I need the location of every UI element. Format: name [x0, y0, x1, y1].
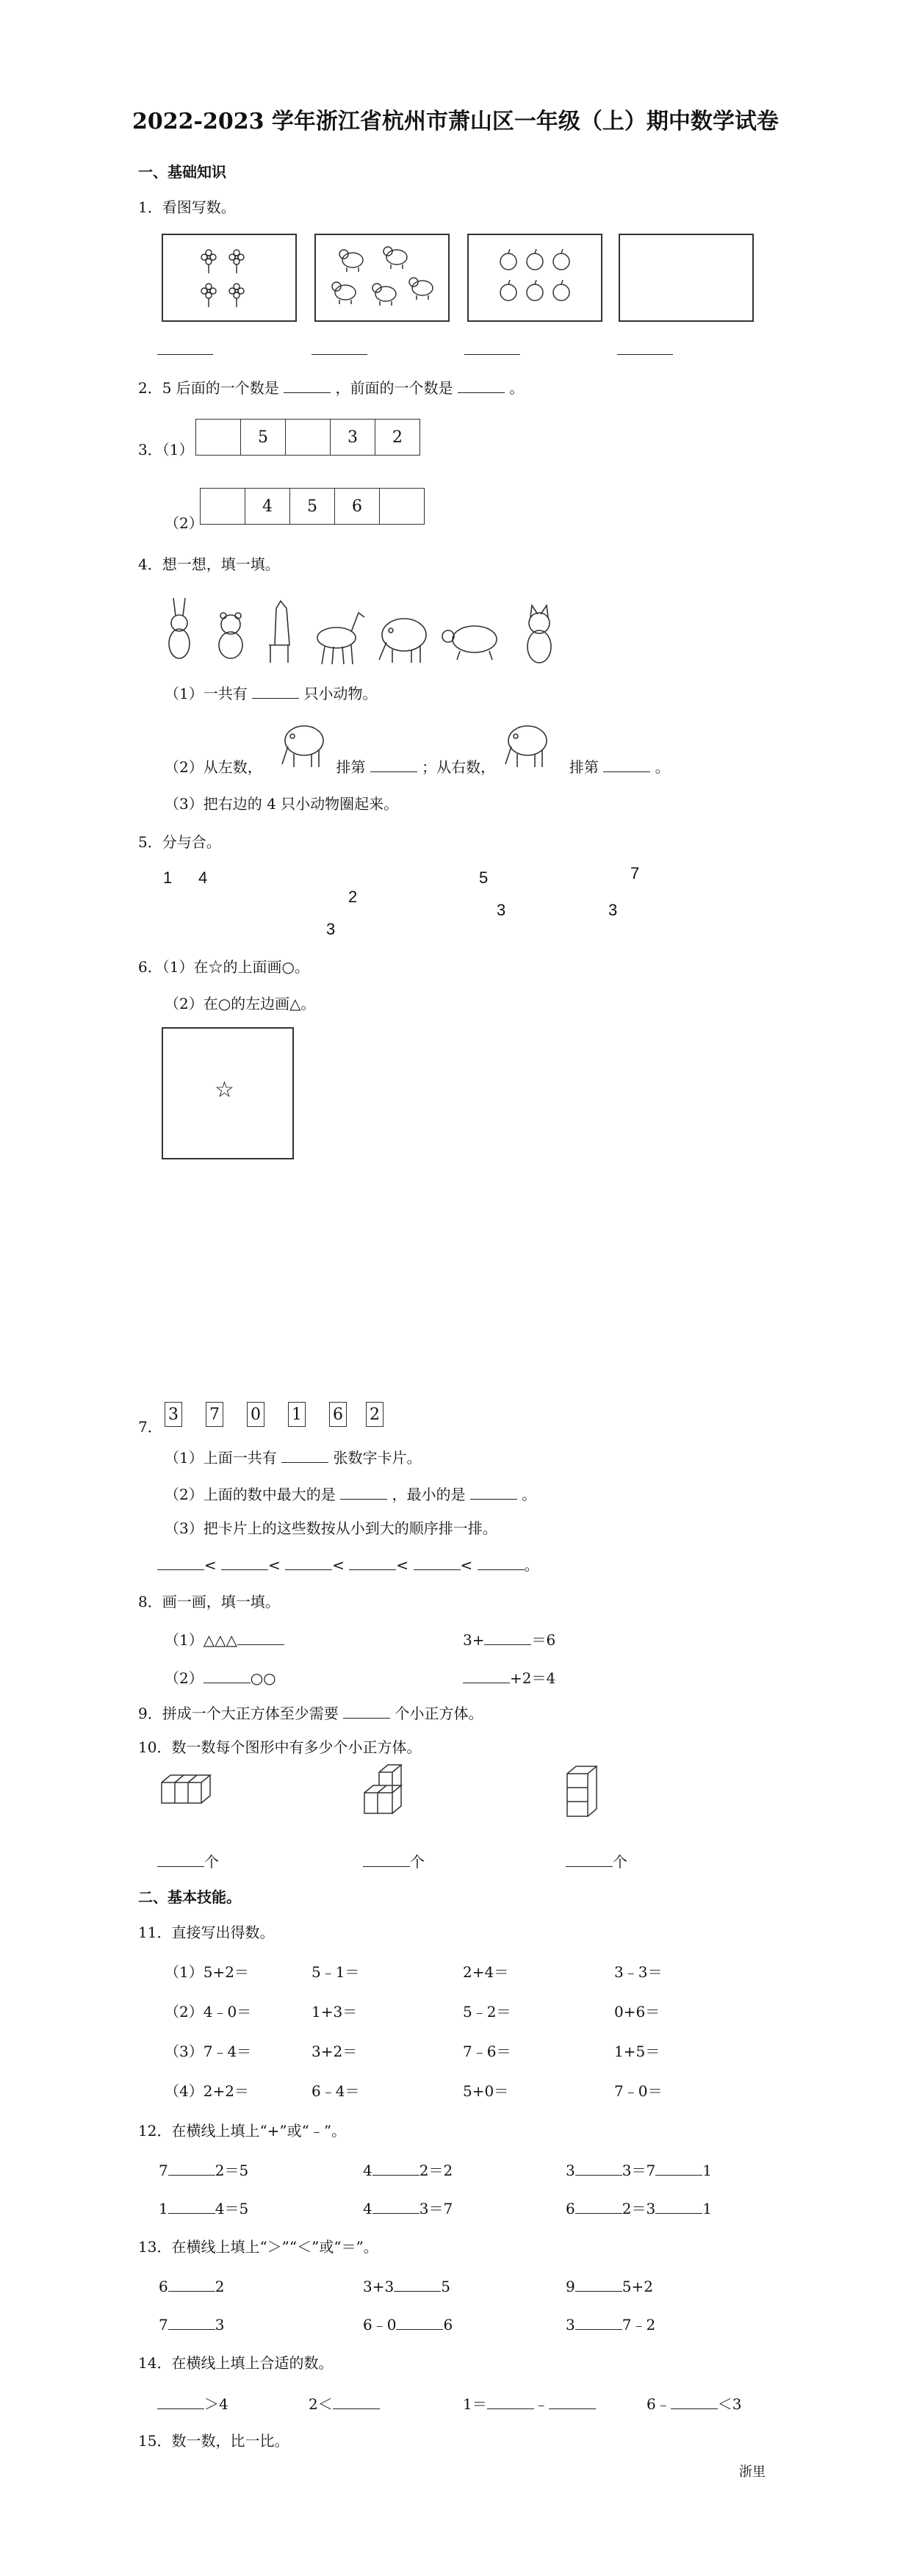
q12-blank[interactable] [575, 2160, 622, 2176]
q5-number: 4 [198, 868, 208, 887]
q5-number: 7 [630, 864, 640, 882]
q4-blank-left[interactable] [370, 757, 417, 772]
q12-item: 4 3＝7 [363, 2200, 453, 2217]
q14-item: 2＜ [309, 2394, 380, 2413]
q12-item: 7 2＝5 [159, 2162, 249, 2179]
q12-item: 4 2＝2 [363, 2162, 453, 2179]
q8-eq-blank-2[interactable] [463, 1668, 510, 1683]
number-card: 6 [329, 1402, 347, 1427]
q12-blank[interactable] [168, 2198, 215, 2214]
q8-equation-1: 3+ ＝6 [463, 1631, 556, 1649]
q11-item: 1+3＝ [312, 2003, 358, 2021]
q8-part-1: （1）△△△ [165, 1630, 284, 1649]
q4-stem: 4．想一想，填一填。 [138, 555, 280, 573]
q3-cell: 6 [335, 489, 380, 524]
q4-p2-text: 排第 [569, 758, 599, 776]
q4-p2-text: （2）从左数， [165, 758, 262, 776]
q5-number: 5 [479, 868, 489, 887]
q12-item: 3 3＝7 1 [566, 2162, 712, 2179]
q10-blank[interactable] [157, 1852, 204, 1867]
q10-answer-2: 个 [363, 1852, 425, 1871]
q3-cell: 5 [241, 420, 286, 455]
q12-blank[interactable] [575, 2198, 622, 2214]
q14-item: ＞4 [157, 2394, 228, 2413]
q12-item: 1 4＝5 [159, 2200, 249, 2217]
q2-text-pre: 2．5 后面的一个数是 [138, 379, 279, 397]
q1-answer-blank-1[interactable] [157, 354, 213, 355]
q4-p2-text: ；从右数， [422, 758, 496, 776]
number-card: 2 [366, 1402, 384, 1427]
turtle-icon [442, 626, 497, 660]
q2-blank-after[interactable] [284, 378, 331, 393]
q4-part-2 [165, 757, 670, 776]
rabbit-icon [169, 598, 190, 658]
q3-cell: 5 [290, 489, 335, 524]
q7-blank-count[interactable] [281, 1447, 328, 1463]
q13-blank[interactable] [168, 2276, 215, 2292]
q12-blank[interactable] [655, 2198, 702, 2214]
q5-number: 3 [326, 920, 336, 938]
q8-blank-1[interactable] [237, 1630, 284, 1645]
giraffe-icon [269, 601, 289, 663]
number-card: 0 [247, 1402, 264, 1427]
q5-number: 3 [608, 901, 618, 919]
q11-item: （2）4﹣0＝ [165, 2003, 252, 2021]
section-heading-basic: 一、基础知识 [138, 163, 226, 181]
q14-stem: 14．在横线上填上合适的数。 [138, 2354, 334, 2372]
q13-item: 7 3 [159, 2316, 225, 2334]
q2-text-mid: ，前面的一个数是 [335, 379, 453, 397]
q8-part-2: （2） ○○ [165, 1669, 276, 1687]
q14-item: 1＝ ﹣ [463, 2394, 596, 2413]
q12-blank[interactable] [372, 2198, 420, 2214]
section-heading-skills: 二、基本技能。 [138, 1888, 241, 1906]
q13-stem: 13．在横线上填上“＞”“＜”或“＝”。 [138, 2238, 378, 2256]
q5-stem: 5．分与合。 [138, 833, 221, 851]
q11-item: 6﹣4＝ [312, 2082, 360, 2100]
q5-number: 2 [348, 888, 358, 906]
q11-item: （4）2+2＝ [165, 2082, 249, 2100]
q5-number: 3 [497, 901, 506, 919]
q8-equation-2: +2＝4 [463, 1668, 555, 1687]
q14-blank[interactable] [487, 2394, 534, 2409]
q7-part-3: （3）把卡片上的这些数按从小到大的顺序排一排。 [165, 1519, 497, 1537]
q12-item: 6 2＝3 1 [566, 2200, 712, 2217]
q13-blank[interactable] [396, 2314, 443, 2330]
q4-blank-right[interactable] [603, 757, 650, 772]
q13-item: 6 2 [159, 2278, 225, 2295]
star-icon: ☆ [215, 1077, 234, 1103]
q3-cell: 2 [392, 428, 403, 447]
q1-stem: 1．看图写数。 [138, 198, 236, 216]
q1-answer-blank-2[interactable] [312, 354, 367, 355]
q11-item: 7﹣0＝ [614, 2082, 663, 2100]
flower-icon [163, 235, 295, 320]
q11-item: 2+4＝ [463, 1963, 509, 1981]
q8-stem: 8．画一画，填一填。 [138, 1593, 280, 1611]
q7-label: 7． [138, 1418, 162, 1436]
q13-item: 3 7﹣2 [566, 2316, 656, 2334]
q14-blank[interactable] [157, 2394, 204, 2409]
q10-answer-3: 个 [566, 1852, 627, 1871]
q4-p1-text-post: 只小动物。 [303, 685, 378, 702]
q7-order-blank[interactable] [414, 1555, 461, 1570]
q9-question: 9．拼成一个大正方体至少需要 个小正方体。 [138, 1705, 483, 1722]
q3-number-row-1 [195, 419, 420, 456]
number-card: 1 [288, 1402, 306, 1427]
q3-cell: 4 [245, 489, 290, 524]
q13-item: 3+3 5 [363, 2278, 450, 2295]
cube-group-icon [566, 1763, 602, 1819]
q15-stem: 15．数一数，比一比。 [138, 2432, 289, 2450]
q7-order-row: < < < < < 。 [157, 1555, 539, 1574]
number-card: 3 [165, 1402, 182, 1427]
q3-cell: 3 [331, 420, 375, 455]
q14-item: 6﹣ ＜3 [647, 2395, 742, 2413]
q3-cell[interactable] [286, 420, 331, 455]
q11-item: 5+0＝ [463, 2082, 509, 2100]
q3-number-row-2 [200, 488, 425, 525]
q7-order-blank[interactable] [478, 1555, 525, 1570]
q6-stem: 6．（1）在☆的上面画○。 [138, 958, 309, 976]
q13-blank[interactable] [575, 2276, 622, 2292]
q7-order-blank[interactable] [157, 1555, 204, 1570]
q12-blank[interactable] [168, 2160, 215, 2176]
q6-drawing-area[interactable] [162, 1027, 294, 1159]
q11-item: 7﹣6＝ [463, 2043, 511, 2060]
q10-answer-1: 个 [157, 1852, 219, 1871]
q11-item: 0+6＝ [614, 2003, 660, 2021]
cube-group-icon [160, 1771, 219, 1807]
q3-cell[interactable] [196, 420, 241, 455]
dog-icon [316, 235, 448, 320]
q14-blank[interactable] [333, 2394, 380, 2409]
q2-text-post: 。 [509, 379, 525, 397]
q11-item: 5﹣2＝ [463, 2003, 511, 2021]
animal-row-icon [157, 594, 583, 672]
q11-item: 1+5＝ [614, 2043, 660, 2060]
q11-stem: 11．直接写出得数。 [138, 1924, 275, 1941]
q4-p1-text: （1）一共有 [165, 685, 248, 702]
q6-part-2: （2）在○的左边画△。 [165, 995, 316, 1012]
q7-blank-max[interactable] [340, 1484, 387, 1500]
cube-group-icon [363, 1763, 422, 1816]
q4-part-3: （3）把右边的 4 只小动物圈起来。 [165, 795, 399, 813]
q11-item: 5﹣1＝ [312, 1963, 360, 1981]
q2-blank-before[interactable] [458, 378, 505, 393]
q5-number: 1 [163, 868, 173, 887]
number-card: 7 [206, 1402, 223, 1427]
q7-part-1: （1）上面一共有 张数字卡片。 [165, 1449, 422, 1467]
q10-stem: 10．数一数每个图形中有多少个小正方体。 [138, 1738, 422, 1756]
q11-item: 3+2＝ [312, 2043, 358, 2060]
q1-answer-blank-3[interactable] [464, 354, 520, 355]
q7-blank-min[interactable] [470, 1484, 517, 1500]
q7-order-blank[interactable] [221, 1555, 268, 1570]
q10-blank[interactable] [363, 1852, 410, 1867]
apple-icon [469, 235, 601, 320]
q2-question [138, 378, 524, 397]
q12-blank[interactable] [372, 2160, 420, 2176]
q11-item: 3﹣3＝ [614, 1963, 663, 1981]
page-title: 2022-2023 学年浙江省杭州市萧山区一年级（上）期中数学试卷 [132, 109, 779, 134]
q7-order-blank[interactable] [349, 1555, 396, 1570]
page-footer: 浙里 [739, 2464, 766, 2480]
elephant-icon [276, 719, 329, 771]
q1-picture-dogs [314, 234, 450, 322]
q12-stem: 12．在横线上填上“+”或“﹣”。 [138, 2122, 347, 2140]
q9-blank[interactable] [343, 1703, 390, 1719]
q12-blank[interactable] [655, 2160, 702, 2176]
q1-picture-empty [619, 234, 754, 322]
q4-p2-text: 。 [655, 758, 670, 776]
q7-part-2: （2）上面的数中最大的是 ，最小的是 。 [165, 1486, 537, 1503]
q11-item: （3）7﹣4＝ [165, 2043, 252, 2060]
q8-eq-blank-1[interactable] [484, 1630, 531, 1645]
q13-item: 9 5+2 [566, 2278, 653, 2295]
q4-part-1 [165, 683, 377, 702]
q14-blank[interactable] [549, 2394, 596, 2409]
q7-order-blank[interactable] [285, 1555, 332, 1570]
q3-cell[interactable] [380, 489, 424, 524]
q3-cell[interactable] [201, 489, 245, 524]
cat-icon [527, 605, 551, 663]
q13-blank[interactable] [575, 2314, 622, 2330]
q14-blank[interactable] [671, 2394, 718, 2409]
q10-blank[interactable] [566, 1852, 613, 1867]
elephant-icon [500, 719, 552, 771]
q1-answer-blank-4[interactable] [617, 354, 673, 355]
q11-item: （1）5+2＝ [165, 1963, 249, 1981]
q13-item: 6﹣0 6 [363, 2316, 453, 2334]
elephant-icon [379, 619, 426, 663]
q4-p2-text: 排第 [336, 758, 366, 776]
q3-label-2: （2） [165, 514, 204, 532]
panda-icon [219, 613, 242, 658]
q13-blank[interactable] [394, 2276, 441, 2292]
q4-blank-count[interactable] [252, 683, 299, 699]
q1-picture-flowers [162, 234, 297, 322]
q1-picture-apples [467, 234, 602, 322]
q8-blank-2[interactable] [204, 1668, 251, 1683]
horse-icon [317, 613, 364, 664]
q3-label-1: 3．（1） [138, 441, 194, 458]
q13-blank[interactable] [168, 2314, 215, 2330]
